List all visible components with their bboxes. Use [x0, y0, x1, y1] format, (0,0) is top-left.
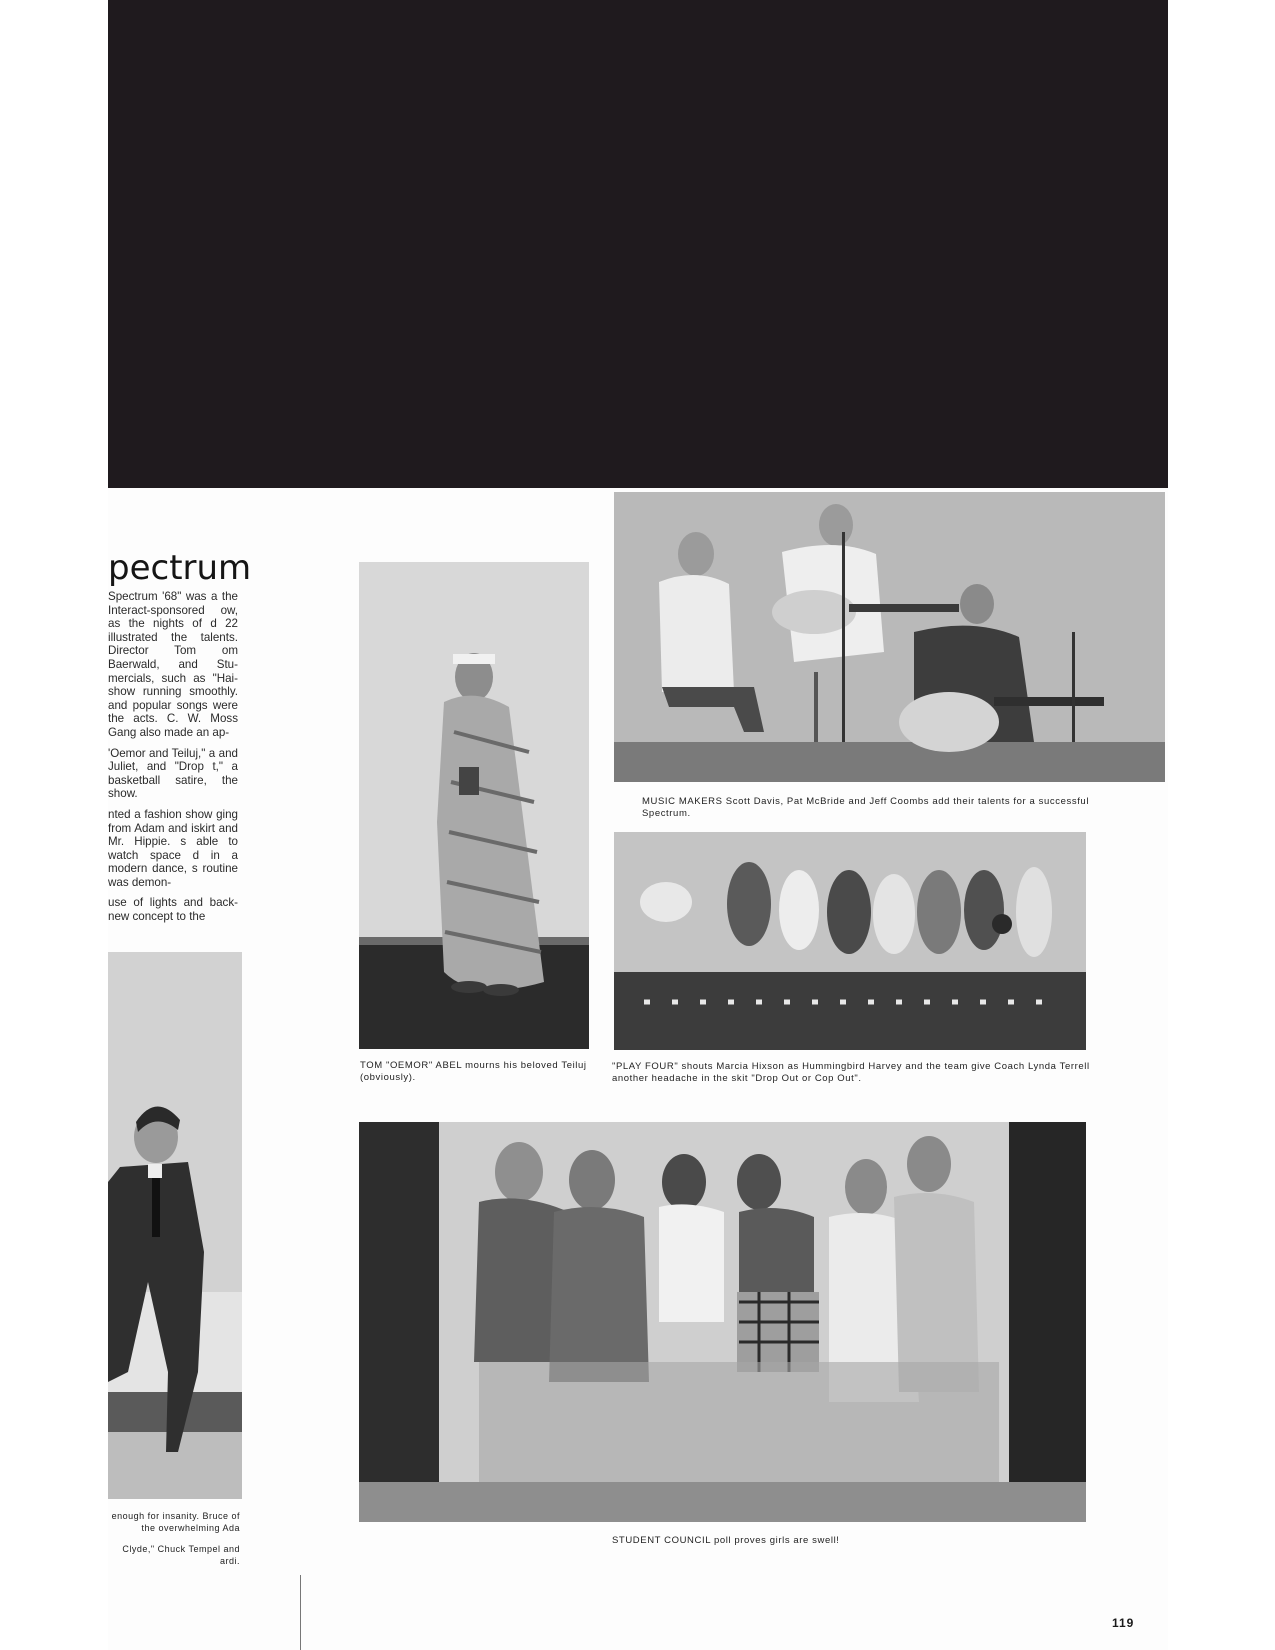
fragment-captions — [108, 1510, 240, 1576]
tom-abel-caption: TOM "OEMOR" ABEL mourns his beloved Teiluj (obviously). — [360, 1060, 587, 1083]
article-paragraph: 'Oemor and Teiluj," a and Juliet, and "Drop t," a basketball satire, the show. — [108, 746, 238, 801]
dark-top-block — [108, 0, 1168, 488]
photo-play-four — [614, 832, 1086, 1050]
article-paragraph: nted a fashion show ging from Adam and iskirt and Mr. Hippie. s able to watch space d in a modern dance, s routine was demon- — [108, 807, 238, 889]
photo-tom-abel — [359, 562, 589, 1049]
music-makers-caption: MUSIC MAKERS Scott Davis, Pat McBride and Jeff Coombs add their talents for a successful Spectrum. — [642, 796, 1090, 819]
student-council-caption: STUDENT COUNCIL poll proves girls are swell! — [612, 1535, 840, 1546]
photo-music-makers — [614, 492, 1165, 782]
gutter-line — [300, 1575, 301, 1650]
fragment-caption: enough for insanity. Bruce of the overwhelming Ada — [111, 1511, 240, 1533]
article-body — [108, 590, 238, 931]
page-number: 119 — [1112, 1616, 1135, 1630]
photo-student-council — [359, 1122, 1086, 1522]
fragment-caption: Clyde," Chuck Tempel and ardi. — [122, 1544, 240, 1566]
play-four-caption: "PLAY FOUR" shouts Marcia Hixson as Hummingbird Harvey and the team give Coach Lynda Terrell another headache in the skit "Drop Out or Cop Out". — [612, 1061, 1090, 1084]
article-paragraph: Spectrum '68" was a the Interact-sponsored ow, as the nights of d 22 illustrated the talents. Director Tom om Baerwald, and Stu- mercials, such as "Hai- show running smoothly. and popular songs were the acts. C. W. Moss Gang also made an ap- — [108, 590, 238, 739]
photo-man-in-suit — [108, 952, 242, 1499]
article-heading: pectrum — [108, 548, 252, 588]
article-paragraph: use of lights and back- new concept to the — [108, 896, 238, 924]
